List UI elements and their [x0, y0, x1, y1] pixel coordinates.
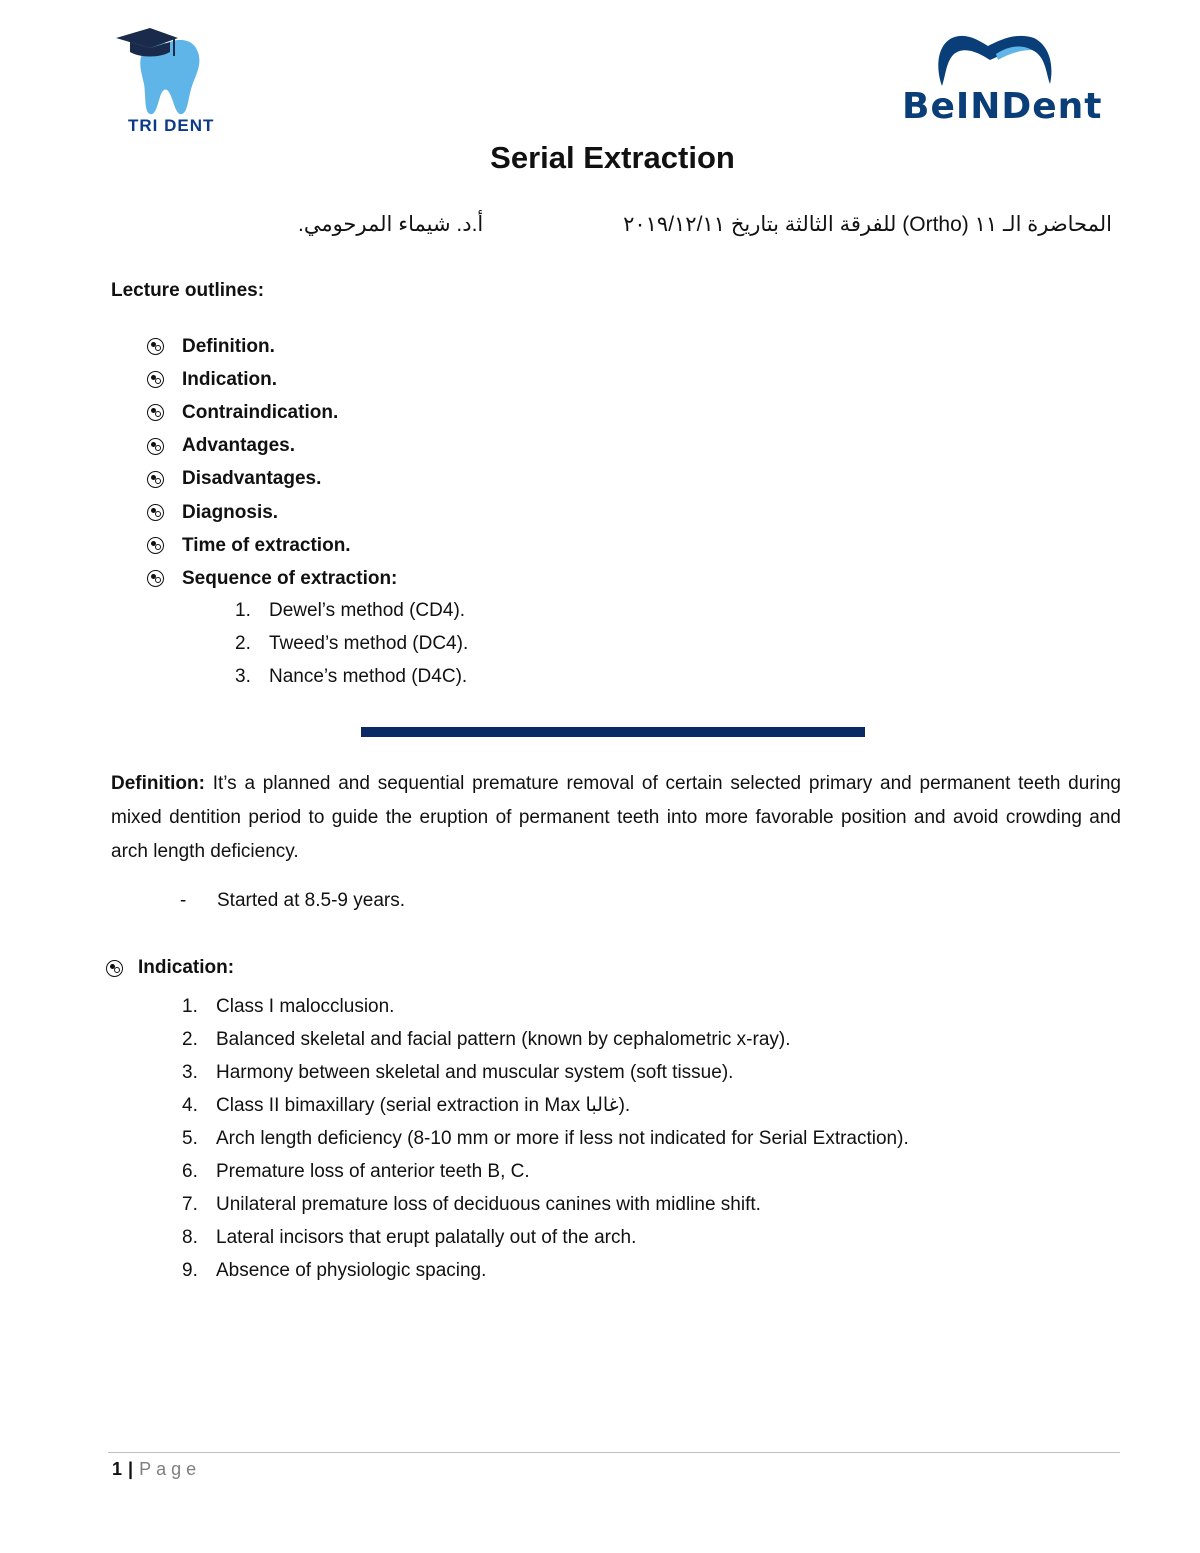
sequence-item-text: Tweed’s method (DC4).: [269, 632, 469, 654]
indication-item-text: Arch length deficiency (8-10 mm or more if less not indicated for Serial Extraction).: [216, 1127, 909, 1149]
outline-item-text: Diagnosis.: [182, 501, 279, 523]
list-number: 1.: [182, 995, 198, 1017]
tri-dent-logo-text: TRI DENT: [128, 116, 215, 135]
outlines-list: [145, 330, 397, 596]
yin-yang-bullet-icon: [147, 371, 164, 388]
indication-list: [182, 990, 909, 1288]
yin-yang-bullet-icon: [147, 404, 164, 421]
beindent-logo-text: BeINDent: [902, 86, 1103, 127]
outline-item: [145, 363, 397, 396]
outline-item: [145, 396, 397, 429]
indication-item-text: Absence of physiologic spacing.: [216, 1260, 487, 1282]
outline-item: [145, 430, 397, 463]
outline-item: [145, 496, 397, 529]
indication-item-text: Class I malocclusion.: [216, 995, 395, 1017]
indication-item-text: Unilateral premature loss of deciduous canines with midline shift.: [216, 1194, 761, 1216]
outline-item-text: Time of extraction.: [182, 534, 351, 556]
yin-yang-bullet-icon: [147, 471, 164, 488]
outline-item-text: Advantages.: [182, 435, 295, 457]
sequence-item-text: Nance’s method (D4C).: [269, 666, 468, 688]
indication-item: [182, 1255, 909, 1288]
outline-item-text: Indication.: [182, 368, 277, 390]
tooth-graduation-cap-icon: [112, 24, 232, 119]
definition-text: It’s a planned and sequential premature removal of certain selected primary and permanent teeth during mixed dentition period to guide the eruption of permanent teeth into more favorable position and avoid crowding and arch length deficiency.: [111, 773, 1121, 862]
outline-item: [145, 463, 397, 496]
indication-item: [182, 1023, 909, 1056]
indication-heading: [104, 957, 234, 979]
tooth-arch-icon: [900, 30, 1080, 90]
indication-item: [182, 1089, 909, 1122]
dash-bullet: -: [180, 890, 187, 911]
indication-item-text: Harmony between skeletal and muscular system (soft tissue).: [216, 1061, 734, 1083]
sequence-list: [235, 594, 468, 694]
outline-item-text: Definition.: [182, 335, 275, 357]
indication-item-text: Balanced skeletal and facial pattern (known by cephalometric x-ray).: [216, 1028, 791, 1050]
yin-yang-bullet-icon: [147, 504, 164, 521]
indication-item-text: Premature loss of anterior teeth B, C.: [216, 1161, 530, 1183]
list-number: 3.: [235, 666, 251, 688]
indication-heading-text: Indication:: [138, 957, 235, 978]
definition-paragraph: [111, 767, 1121, 869]
outlines-heading: Lecture outlines:: [111, 280, 265, 301]
list-number: 3.: [182, 1061, 198, 1083]
started-note: [180, 890, 405, 912]
page-title: Serial Extraction: [490, 140, 735, 175]
outline-item: [145, 562, 397, 595]
outline-item-text: Disadvantages.: [182, 468, 322, 490]
definition-label: Definition:: [111, 773, 205, 794]
page-word: Page: [139, 1459, 202, 1479]
list-number: 4.: [182, 1094, 198, 1116]
footer-rule: [108, 1452, 1120, 1453]
page-footer: [112, 1459, 201, 1480]
lecture-info-arabic: المحاضرة الـ ١١ (Ortho) للفرقة الثالثة بتاريخ ٢٠١٩/١٢/١١: [623, 213, 1112, 236]
beindent-logo: [900, 30, 1110, 130]
section-divider: [361, 727, 865, 737]
indication-item: [182, 1155, 909, 1188]
sequence-item: [235, 594, 468, 627]
outline-item: [145, 330, 397, 363]
sequence-item-text: Dewel’s method (CD4).: [269, 599, 466, 621]
footer-separator: |: [128, 1459, 134, 1479]
list-number: 7.: [182, 1194, 198, 1216]
yin-yang-bullet-icon: [147, 570, 164, 587]
list-number: 6.: [182, 1161, 198, 1183]
outline-item: [145, 529, 397, 562]
list-number: 9.: [182, 1260, 198, 1282]
lecturer-name-arabic: أ.د. شيماء المرحومي.: [298, 213, 484, 236]
indication-item: [182, 990, 909, 1023]
yin-yang-bullet-icon: [106, 960, 123, 977]
indication-item: [182, 1189, 909, 1222]
yin-yang-bullet-icon: [147, 537, 164, 554]
page-number: 1: [112, 1459, 123, 1479]
indication-item: [182, 1122, 909, 1155]
list-number: 1.: [235, 599, 251, 621]
yin-yang-bullet-icon: [147, 438, 164, 455]
list-number: 5.: [182, 1127, 198, 1149]
list-number: 8.: [182, 1227, 198, 1249]
list-number: 2.: [182, 1028, 198, 1050]
yin-yang-bullet-icon: [147, 338, 164, 355]
list-number: 2.: [235, 632, 251, 654]
indication-item-text: Lateral incisors that erupt palatally out of the arch.: [216, 1227, 637, 1249]
started-note-text: Started at 8.5-9 years.: [217, 890, 405, 911]
outline-item-text: Sequence of extraction:: [182, 567, 398, 589]
indication-item-text: Class II bimaxillary (serial extraction in Max غالبا).: [216, 1095, 631, 1117]
outline-item-text: Contraindication.: [182, 401, 339, 423]
sequence-item: [235, 661, 468, 694]
sequence-item: [235, 627, 468, 660]
tri-dent-logo: [112, 24, 232, 139]
indication-item: [182, 1056, 909, 1089]
indication-item: [182, 1222, 909, 1255]
